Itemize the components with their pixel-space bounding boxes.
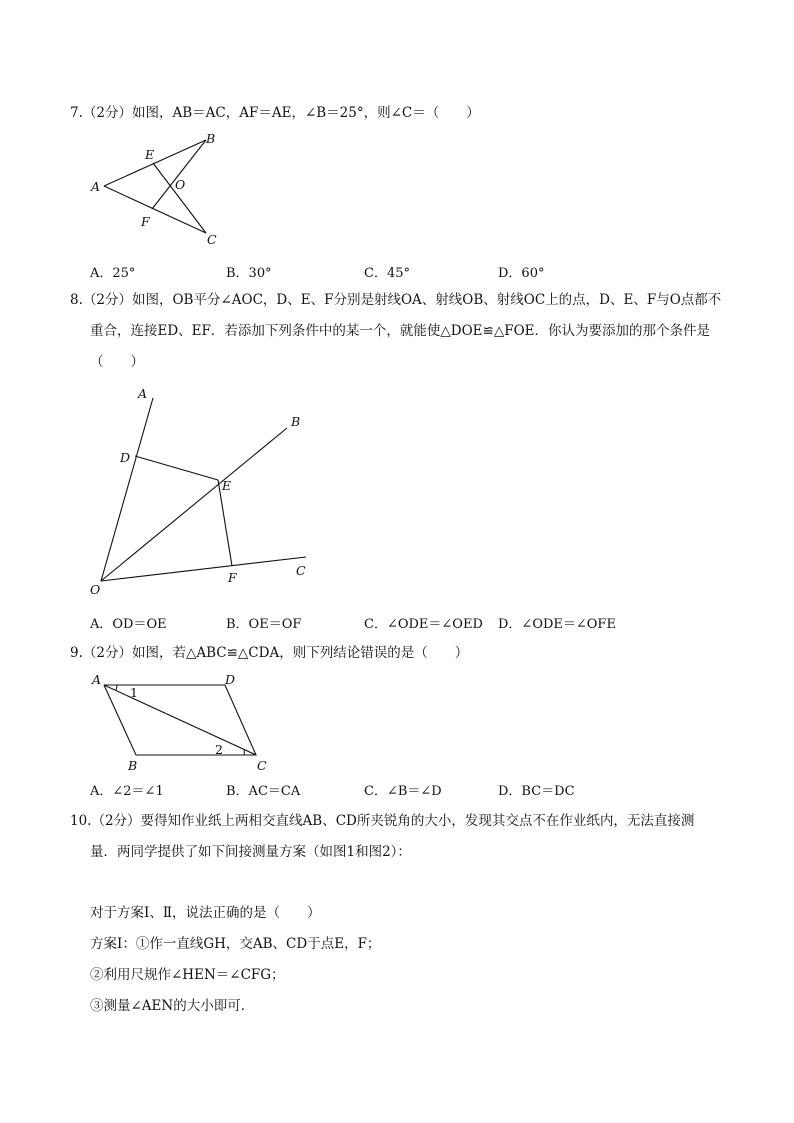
- q7-label-e: E: [145, 147, 155, 162]
- q8-option-d[interactable]: D．∠ODE＝∠OFE: [498, 617, 616, 632]
- q10-plan1-step1: 方案Ⅰ：①作一直线GH，交AB、CD于点E，F；: [90, 936, 381, 952]
- q8-stem-line3: （ ）: [90, 354, 144, 370]
- q10-sub-question: 对于方案Ⅰ、Ⅱ，说法正确的是（ ）: [90, 905, 321, 921]
- q9-label-angle-1: 1: [130, 685, 138, 700]
- q8-label-b: B: [291, 414, 301, 429]
- q10-stem-line2: 量．两同学提供了如下间接测量方案（如图1和图2）：: [90, 844, 411, 860]
- q10-plan1-step3: ③测量∠AEN的大小即可．: [90, 998, 255, 1014]
- q9-option-c[interactable]: C．∠B＝∠D: [364, 784, 442, 799]
- q8-option-b[interactable]: B．OE＝OF: [226, 617, 302, 632]
- q9-label-b: B: [128, 758, 138, 773]
- q8-option-c[interactable]: C．∠ODE＝∠OED: [364, 617, 483, 632]
- q10-stem-line1: 10.（2分）要得知作业纸上两相交直线AB、CD所夹锐角的大小，发现其交点不在作业纸内，无法直接测: [70, 813, 695, 829]
- q8-label-e: E: [222, 478, 232, 493]
- q7-label-o: O: [175, 177, 186, 192]
- q9-label-a: A: [92, 672, 102, 687]
- q9-angle-1-arc: [116, 685, 117, 690]
- q7-label-f: F: [141, 214, 150, 229]
- q7-label-a: A: [91, 179, 101, 194]
- q9-label-c: C: [257, 758, 267, 773]
- q8-label-f: F: [228, 570, 237, 585]
- q9-option-b[interactable]: B．AC＝CA: [226, 784, 301, 799]
- q9-option-d[interactable]: D．BC＝DC: [498, 784, 575, 799]
- q7-stem: 7.（2分）如图，AB＝AC，AF＝AE，∠B＝25°，则∠C＝（ ）: [70, 105, 480, 121]
- q7-option-a[interactable]: A．25°: [90, 266, 136, 281]
- q9-option-a[interactable]: A．∠2＝∠1: [90, 784, 164, 799]
- q8-option-a[interactable]: A．OD＝OE: [90, 617, 167, 632]
- q7-option-d[interactable]: D．60°: [498, 266, 545, 281]
- q8-label-o: O: [90, 582, 101, 597]
- q9-stem: 9.（2分）如图，若△ABC≌△CDA，则下列结论错误的是（ ）: [70, 645, 469, 661]
- q10-plan1-step2: ②利用尺规作∠HEN＝∠CFG；: [90, 967, 285, 983]
- q7-option-c[interactable]: C．45°: [364, 266, 410, 281]
- q8-label-d: D: [120, 450, 131, 465]
- q7-option-b[interactable]: B．30°: [226, 266, 272, 281]
- q9-label-d: D: [225, 672, 236, 687]
- q8-label-c: C: [296, 563, 306, 578]
- q9-label-angle-2: 2: [215, 742, 223, 757]
- q8-stem-line2: 重合，连接ED、EF．若添加下列条件中的某一个，就能使△DOE≌△FOE．你认为要添加的那个条件是: [90, 323, 711, 339]
- q7-label-b: B: [206, 131, 216, 146]
- q8-label-a: A: [138, 386, 148, 401]
- q7-label-c: C: [207, 232, 217, 247]
- q9-diagonal-ac: [104, 685, 256, 755]
- q8-stem-line1: 8.（2分）如图，OB平分∠AOC，D、E、F分别是射线OA、射线OB、射线OC上的点，D、E、F与O点都不: [70, 292, 722, 308]
